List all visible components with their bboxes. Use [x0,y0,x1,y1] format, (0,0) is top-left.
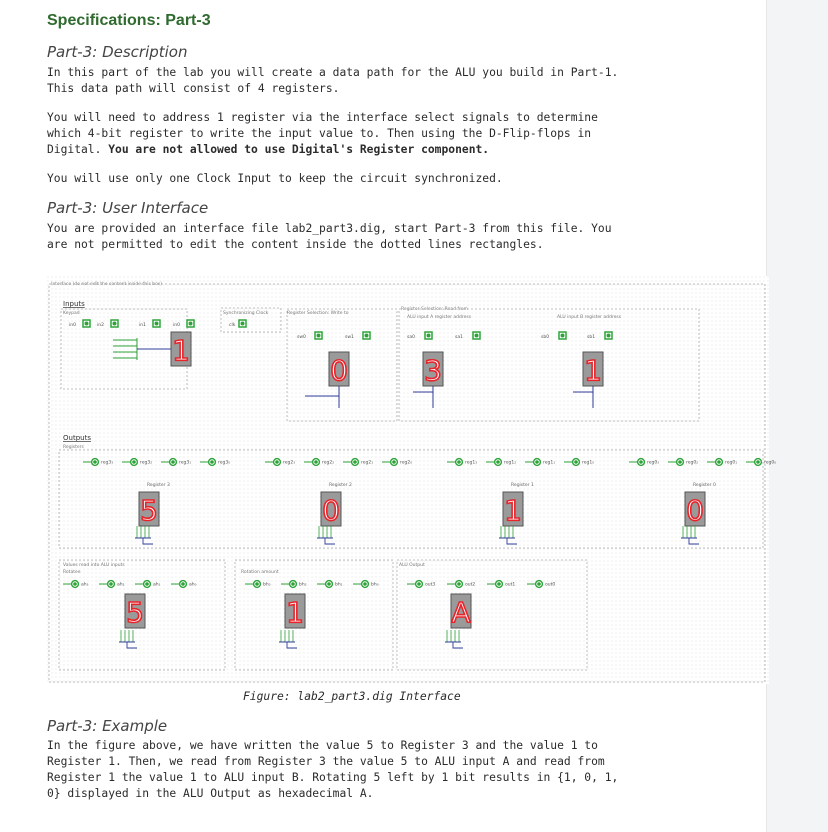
write-select-display [329,352,349,387]
svg-text:1: 1 [504,494,522,527]
top-note: Interface (do not edit the content inside this box) [51,282,163,287]
rotation-values-display [285,594,305,629]
inputs-label: Inputs [63,300,85,308]
ui-p1-line2: are not permitted to edit the content inside the dotted lines rectangles. [47,238,544,251]
ui-p1-line1: You are provided an interface file lab2_part3.dig, start Part-3 from this file. You [47,222,612,235]
description-p2-text: Digital. [47,143,109,156]
rotatee-values-pin-label: ah₂ [117,582,125,588]
rotatee-values-pin-label: ah₃ [81,582,89,588]
register-name: Register 3 [147,483,170,488]
register-output-pin-label: reg0₀ [764,460,777,466]
rotation-values-pin-label: bh₁ [335,582,343,588]
svg-text:sb0: sb0 [541,335,550,340]
register-output-pin-label: reg3₂ [140,460,153,466]
rotation-values-pin-label: bh₂ [299,582,307,588]
svg-text:sa1: sa1 [455,335,463,340]
svg-text:in1: in1 [139,323,146,328]
register-display [685,492,705,527]
read-select-label: Register Selection: Read from [401,307,468,312]
svg-text:5: 5 [126,596,144,629]
registers-label: Registers [63,445,84,450]
alu-output-pin-label: out1 [505,582,516,588]
register-output-pin-label: reg3₀ [218,460,231,466]
interface-figure [47,276,777,684]
example-title: Part-3: Example [47,717,168,735]
alu-b-display [583,352,603,387]
rotation-label: Rotation amount [241,570,279,575]
alu-output-pin-label: out0 [545,582,556,588]
alu-a-display [423,352,443,387]
svg-text:5: 5 [140,494,158,527]
svg-text:sb1: sb1 [587,335,596,340]
example-line-1: In the figure above, we have written the value 5 to Register 3 and the value 1 to [47,739,598,752]
alu-inputs-label: Values read into ALU inputs [63,563,125,568]
rotatee-values-display [125,594,145,629]
figure-caption: Figure: lab2_part3.dig Interface [243,690,461,703]
svg-text:in0: in0 [69,323,76,328]
svg-text:in2: in2 [97,323,104,328]
register-name: Register 2 [329,483,352,488]
register-name: Register 0 [693,483,716,488]
svg-text:A: A [451,596,471,629]
rotatee-values-pin-label: ah₀ [189,582,197,588]
register-display [321,492,341,527]
example-line-2: Register 1. Then, we read from Register 3 the value 5 to ALU input A and read from [47,755,605,768]
rotation-values-pin-label: bh₃ [263,582,271,588]
svg-text:sw0: sw0 [297,335,306,340]
svg-text:1: 1 [172,334,190,367]
svg-text:in0: in0 [173,323,180,328]
register-output-pin-label: reg1₃ [465,460,478,466]
register-output-pin-label: reg3₃ [101,460,114,466]
svg-text:0: 0 [322,494,340,527]
keypad-label: Keypad [63,311,80,316]
alu-output-pin-label: out2 [465,582,476,588]
description-p2-line1: You will need to address 1 register via the interface select signals to determine [47,111,598,124]
svg-text:sw1: sw1 [345,335,354,340]
alu-output-label: ALU Output [399,563,425,568]
svg-text:3: 3 [424,354,442,387]
rotatee-values-pin-label: ah₁ [153,582,161,588]
rotatee-label: Rotatee [63,570,81,575]
svg-text:1: 1 [286,596,304,629]
svg-text:0: 0 [686,494,704,527]
description-p3: You will use only one Clock Input to keep the circuit synchronized. [47,172,503,185]
register-output-pin-label: reg2₃ [283,460,296,466]
outputs-label: Outputs [63,434,91,442]
alu-output-display [451,594,471,629]
svg-text:1: 1 [584,354,602,387]
svg-text:0: 0 [330,354,348,387]
register-display [503,492,523,527]
alu-output-pin-label: out3 [425,582,436,588]
register-output-pin-label: reg2₂ [322,460,335,466]
register-output-pin-label: reg0₃ [647,460,660,466]
description-p1-line2: This data path will consist of 4 registers. [47,82,340,95]
register-name: Register 1 [511,483,534,488]
description-p1-line1: In this part of the lab you will create a data path for the ALU you build in Part-1. [47,66,619,79]
rotation-values-pin-label: bh₀ [371,582,379,588]
register-output-pin-label: reg3₁ [179,460,192,466]
description-p2-bold: You are not allowed to use Digital's Register component. [108,143,490,156]
register-output-pin-label: reg2₁ [361,460,374,466]
description-p2-line3 [47,142,489,158]
write-select-label: Register Selection: Write to [287,311,349,316]
example-line-4: 0} displayed in the ALU Output as hexadecimal A. [47,787,374,800]
alu-b-label: ALU input B register address [557,315,622,320]
ui-title: Part-3: User Interface [47,199,209,217]
register-output-pin-label: reg0₁ [725,460,738,466]
example-line-3: Register 1 the value 1 to ALU input B. Rotating 5 left by 1 bit results in {1, 0, 1, [47,771,619,784]
svg-text:clk: clk [229,323,236,328]
right-sidebar [766,0,828,832]
svg-text:sa0: sa0 [407,335,415,340]
register-display [139,492,159,527]
keypad-display [171,332,191,367]
register-output-pin-label: reg1₁ [543,460,556,466]
register-output-pin-label: reg1₂ [504,460,517,466]
register-output-pin-label: reg2₀ [400,460,413,466]
description-p2-line2: which 4-bit register to write the input value to. Then using the D-Flip-flops in [47,127,592,140]
register-output-pin-label: reg0₂ [686,460,699,466]
alu-a-label: ALU input A register address [407,315,472,320]
description-title: Part-3: Description [47,43,188,61]
sync-clock-label: Synchronizing Clock [223,311,269,316]
section-heading: Specifications: Part-3 [47,12,211,29]
register-output-pin-label: reg1₀ [582,460,595,466]
